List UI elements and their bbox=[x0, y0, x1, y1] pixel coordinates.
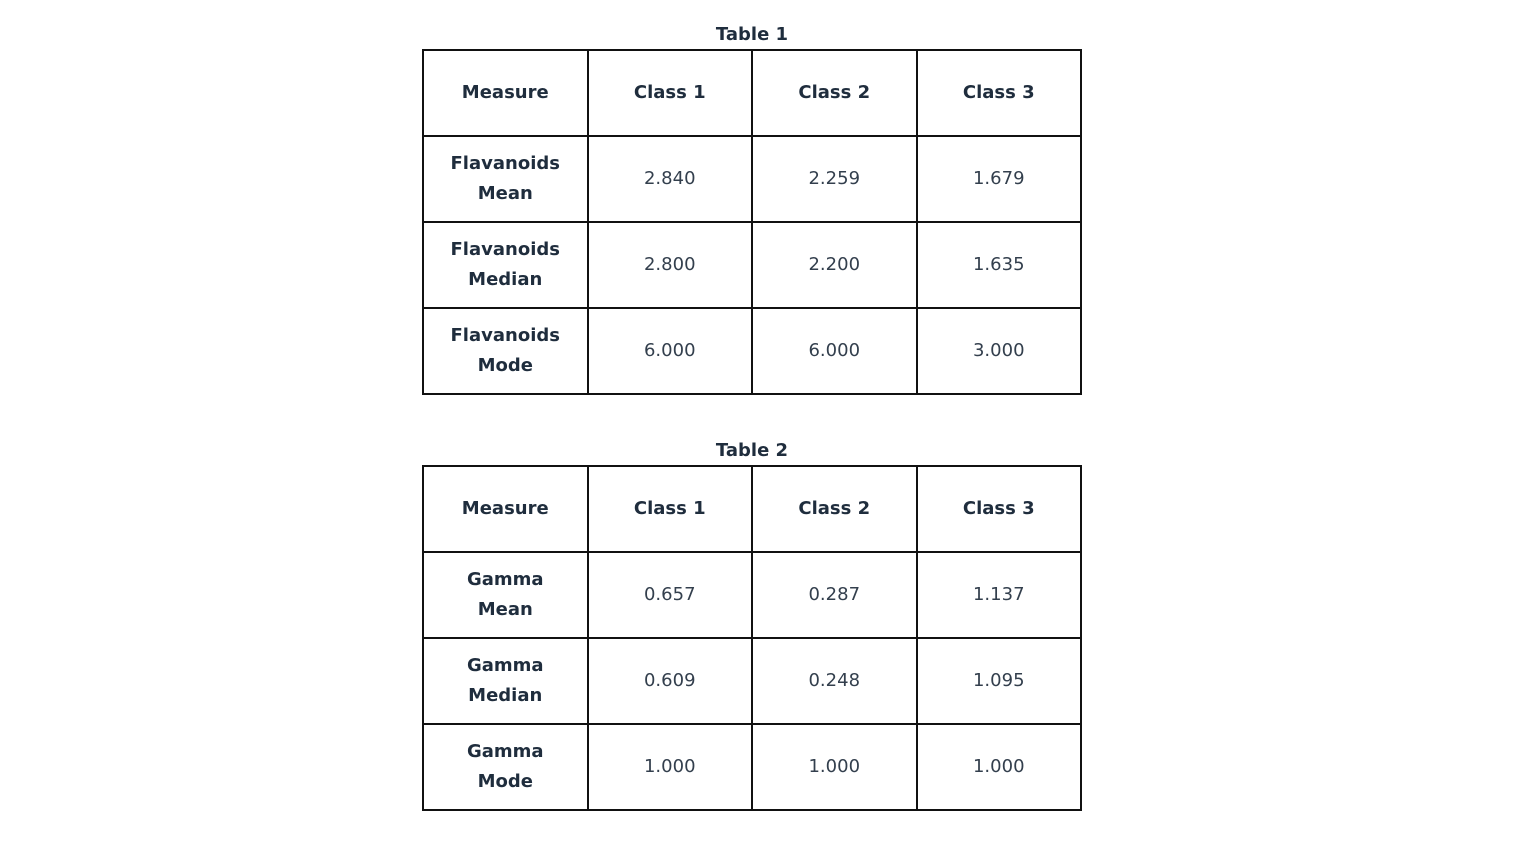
table-header-row bbox=[423, 50, 1081, 136]
row-label-line: Median bbox=[468, 269, 543, 290]
cell-class-3: 1.000 bbox=[917, 724, 1082, 810]
cell-class-3: 3.000 bbox=[917, 308, 1082, 394]
row-label-line: Flavanoids bbox=[450, 325, 560, 346]
cell-class-2: 0.248 bbox=[752, 638, 917, 724]
row-label-line: Gamma bbox=[466, 655, 544, 676]
header-class-3: Class 3 bbox=[917, 50, 1082, 136]
row-label-line: Flavanoids bbox=[450, 153, 560, 174]
row-label bbox=[423, 552, 588, 638]
row-label-line: Mean bbox=[477, 599, 533, 620]
header-class-2: Class 2 bbox=[752, 466, 917, 552]
row-label-line: Gamma bbox=[466, 569, 544, 590]
gamma-table bbox=[422, 465, 1082, 811]
cell-class-2: 2.259 bbox=[752, 136, 917, 222]
header-class-1: Class 1 bbox=[588, 466, 753, 552]
header-class-2: Class 2 bbox=[752, 50, 917, 136]
cell-class-3: 1.095 bbox=[917, 638, 1082, 724]
cell-class-2: 0.287 bbox=[752, 552, 917, 638]
row-label bbox=[423, 724, 588, 810]
row-label-line: Mean bbox=[477, 183, 533, 204]
header-class-1: Class 1 bbox=[588, 50, 753, 136]
table-row bbox=[423, 724, 1081, 810]
cell-class-3: 1.679 bbox=[917, 136, 1082, 222]
cell-class-3: 1.137 bbox=[917, 552, 1082, 638]
table-row bbox=[423, 308, 1081, 394]
row-label-line: Mode bbox=[477, 355, 533, 376]
table-2-caption: Table 2 bbox=[715, 440, 789, 461]
row-label bbox=[423, 308, 588, 394]
row-label bbox=[423, 222, 588, 308]
row-label bbox=[423, 638, 588, 724]
row-label-line: Mode bbox=[477, 771, 533, 792]
flavanoids-table bbox=[422, 49, 1082, 395]
cell-class-1: 0.609 bbox=[588, 638, 753, 724]
cell-class-2: 1.000 bbox=[752, 724, 917, 810]
table-row bbox=[423, 222, 1081, 308]
row-label bbox=[423, 136, 588, 222]
cell-class-1: 6.000 bbox=[588, 308, 753, 394]
row-label-line: Flavanoids bbox=[450, 239, 560, 260]
cell-class-2: 6.000 bbox=[752, 308, 917, 394]
cell-class-3: 1.635 bbox=[917, 222, 1082, 308]
cell-class-2: 2.200 bbox=[752, 222, 917, 308]
cell-class-1: 2.800 bbox=[588, 222, 753, 308]
row-label-line: Median bbox=[468, 685, 543, 706]
table-row bbox=[423, 136, 1081, 222]
table-row bbox=[423, 552, 1081, 638]
table-1-caption: Table 1 bbox=[715, 24, 789, 45]
table-row bbox=[423, 638, 1081, 724]
row-label-line: Gamma bbox=[466, 741, 544, 762]
cell-class-1: 0.657 bbox=[588, 552, 753, 638]
cell-class-1: 1.000 bbox=[588, 724, 753, 810]
header-measure: Measure bbox=[423, 466, 588, 552]
header-class-3: Class 3 bbox=[917, 466, 1082, 552]
table-header-row bbox=[423, 466, 1081, 552]
header-measure: Measure bbox=[423, 50, 588, 136]
cell-class-1: 2.840 bbox=[588, 136, 753, 222]
